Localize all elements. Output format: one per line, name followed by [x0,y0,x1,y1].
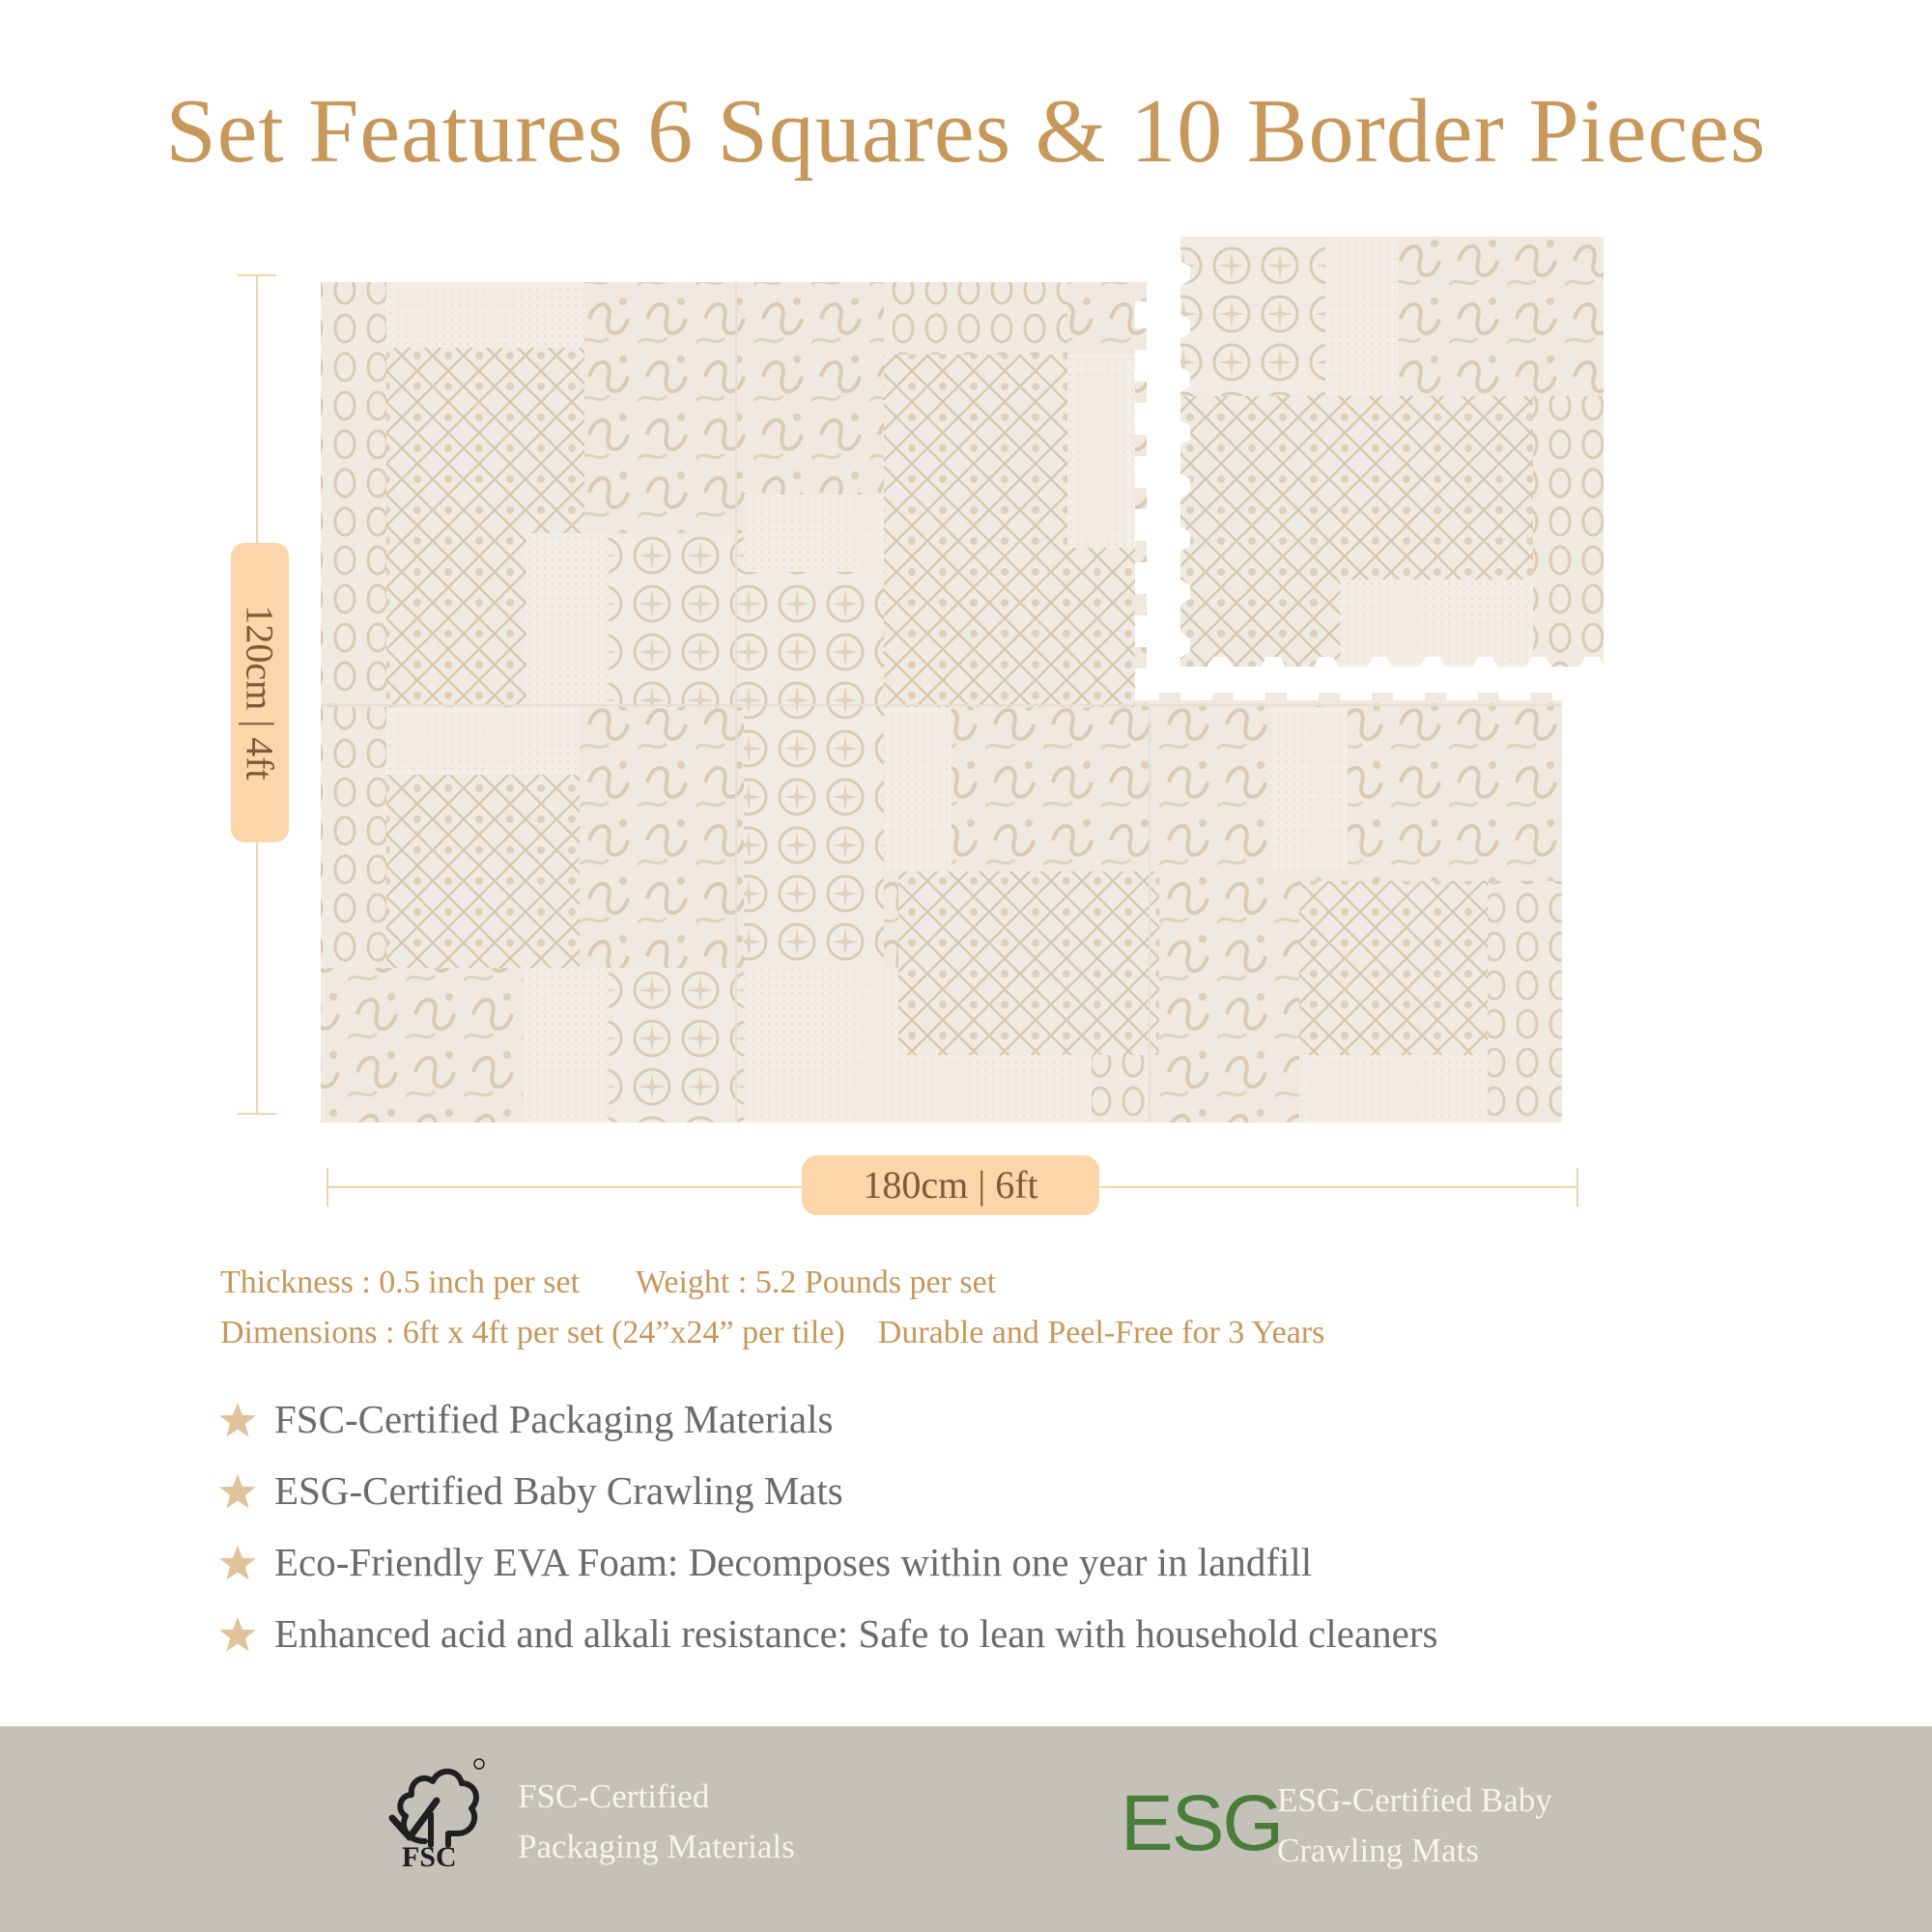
star-icon [218,1546,257,1580]
star-icon [218,1617,257,1652]
height-dimension-cap-bottom [238,1113,276,1115]
spec-durability: Durable and Peel-Free for 3 Years [877,1315,1325,1350]
width-dimension-cap-left [327,1168,328,1207]
width-dimension-cap-right [1577,1168,1578,1207]
spec-thickness: Thickness : 0.5 inch per set [220,1264,581,1300]
star-icon [218,1474,257,1509]
star-icon [218,1403,257,1437]
feature-text: FSC-Certified Packaging Materials [274,1397,834,1441]
fsc-caption [518,1772,795,1872]
fsc-logo-text: FSC [402,1841,457,1870]
certification-footer [0,1726,1932,1932]
feature-text: Eco-Friendly EVA Foam: Decomposes within one year in landfill [274,1540,1313,1584]
list-item [218,1455,1437,1526]
spec-row [220,1308,1324,1358]
fsc-tree-logo [388,1756,489,1870]
height-dimension-text: 120cm | 4ft [238,605,282,781]
feature-list [218,1383,1437,1669]
esg-logo: ESG [1121,1779,1283,1867]
spec-row [220,1258,1324,1308]
spec-weight: Weight : 5.2 Pounds per set [636,1264,997,1300]
list-item [218,1598,1437,1669]
page-title: Set Features 6 Squares & 10 Border Pieces [165,81,1767,182]
height-dimension-cap-top [238,274,276,276]
esg-caption-line1: ESG-Certified Baby [1277,1781,1552,1819]
esg-caption-line2: Crawling Mats [1277,1832,1480,1869]
height-dimension-label [231,543,289,842]
fsc-caption-line2: Packaging Materials [518,1828,795,1865]
esg-caption [1277,1776,1552,1876]
list-item [218,1383,1437,1455]
width-dimension-label: 180cm | 6ft [802,1155,1099,1215]
feature-text: ESG-Certified Baby Crawling Mats [274,1468,843,1513]
fsc-caption-line1: FSC-Certified [518,1777,710,1815]
spec-dimensions: Dimensions : 6ft x 4ft per set (24”x24” per tile) [220,1315,845,1350]
list-item [218,1526,1437,1598]
feature-text: Enhanced acid and alkali resistance: Safe to lean with household cleaners [274,1611,1438,1656]
spec-block [220,1258,1324,1358]
